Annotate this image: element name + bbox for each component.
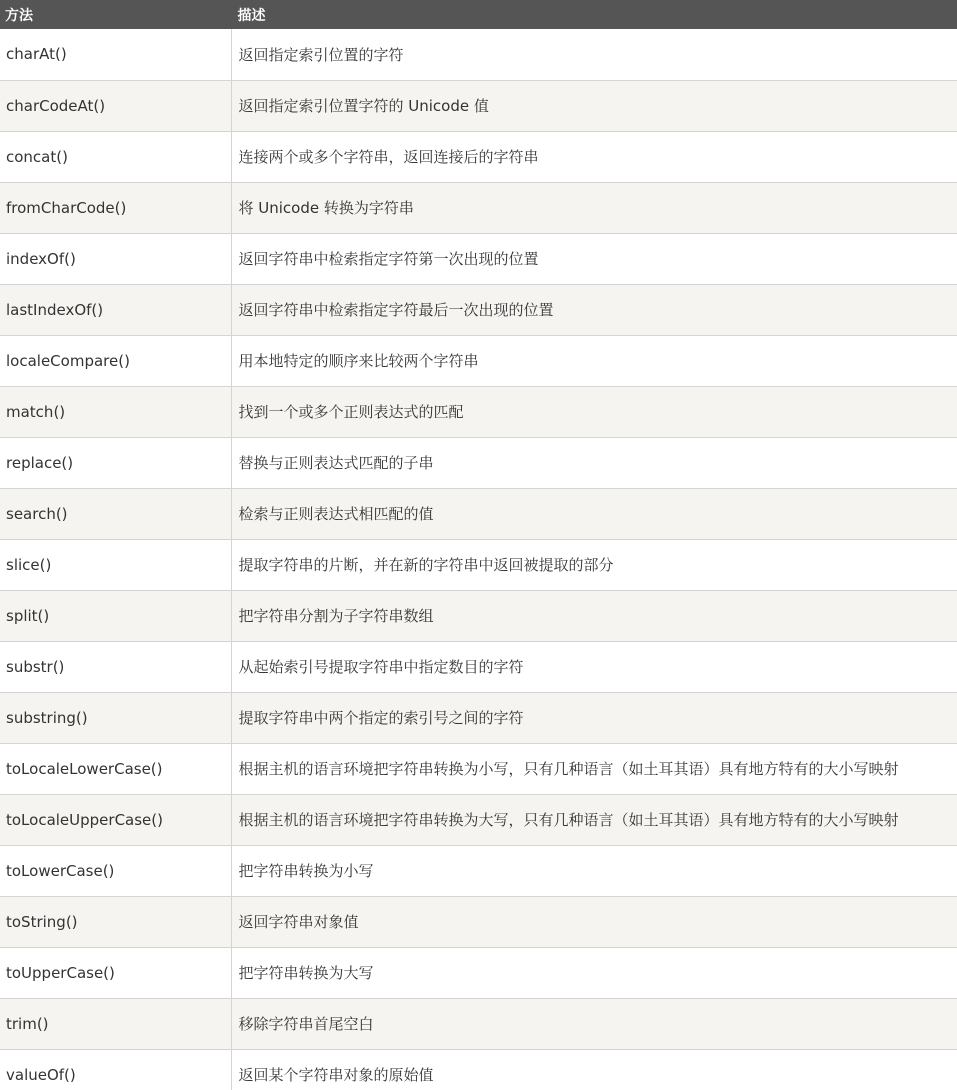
method-name-cell: fromCharCode() xyxy=(0,182,231,233)
method-name-cell: concat() xyxy=(0,131,231,182)
method-description-cell: 返回字符串对象值 xyxy=(231,896,957,947)
table-header xyxy=(0,0,957,29)
method-name-cell: toLocaleUpperCase() xyxy=(0,794,231,845)
method-description-cell: 找到一个或多个正则表达式的匹配 xyxy=(231,386,957,437)
method-name-cell: valueOf() xyxy=(0,1049,231,1090)
method-name-cell: split() xyxy=(0,590,231,641)
method-name-cell: trim() xyxy=(0,998,231,1049)
method-name-cell: charCodeAt() xyxy=(0,80,231,131)
table-row xyxy=(0,743,957,794)
table-row xyxy=(0,641,957,692)
table-row xyxy=(0,131,957,182)
method-description-cell: 返回字符串中检索指定字符最后一次出现的位置 xyxy=(231,284,957,335)
table-row xyxy=(0,1049,957,1090)
table-row xyxy=(0,896,957,947)
table-row xyxy=(0,794,957,845)
table-body xyxy=(0,29,957,1090)
table-row xyxy=(0,539,957,590)
description-column-header: 描述 xyxy=(231,0,957,29)
table-row xyxy=(0,80,957,131)
method-description-cell: 检索与正则表达式相匹配的值 xyxy=(231,488,957,539)
table-row xyxy=(0,335,957,386)
table-row xyxy=(0,998,957,1049)
method-description-cell: 把字符串分割为子字符串数组 xyxy=(231,590,957,641)
method-name-cell: toLowerCase() xyxy=(0,845,231,896)
method-description-cell: 连接两个或多个字符串，返回连接后的字符串 xyxy=(231,131,957,182)
method-description-cell: 返回字符串中检索指定字符第一次出现的位置 xyxy=(231,233,957,284)
method-name-cell: replace() xyxy=(0,437,231,488)
method-name-cell: substring() xyxy=(0,692,231,743)
method-name-cell: toUpperCase() xyxy=(0,947,231,998)
table-row xyxy=(0,437,957,488)
method-description-cell: 把字符串转换为小写 xyxy=(231,845,957,896)
method-name-cell: toLocaleLowerCase() xyxy=(0,743,231,794)
method-description-cell: 返回指定索引位置的字符 xyxy=(231,29,957,80)
table-row xyxy=(0,284,957,335)
method-name-cell: search() xyxy=(0,488,231,539)
table-row xyxy=(0,386,957,437)
table-row xyxy=(0,488,957,539)
method-description-cell: 根据主机的语言环境把字符串转换为大写，只有几种语言（如土耳其语）具有地方特有的大小写映射 xyxy=(231,794,957,845)
method-description-cell: 替换与正则表达式匹配的子串 xyxy=(231,437,957,488)
method-description-cell: 从起始索引号提取字符串中指定数目的字符 xyxy=(231,641,957,692)
table-row xyxy=(0,692,957,743)
table-row xyxy=(0,947,957,998)
method-description-cell: 将 Unicode 转换为字符串 xyxy=(231,182,957,233)
method-name-cell: lastIndexOf() xyxy=(0,284,231,335)
table-row xyxy=(0,590,957,641)
method-name-cell: toString() xyxy=(0,896,231,947)
table-row xyxy=(0,29,957,80)
method-name-cell: match() xyxy=(0,386,231,437)
method-description-cell: 移除字符串首尾空白 xyxy=(231,998,957,1049)
method-description-cell: 返回某个字符串对象的原始值 xyxy=(231,1049,957,1090)
method-description-cell: 返回指定索引位置字符的 Unicode 值 xyxy=(231,80,957,131)
method-name-cell: substr() xyxy=(0,641,231,692)
method-description-cell: 用本地特定的顺序来比较两个字符串 xyxy=(231,335,957,386)
method-name-cell: indexOf() xyxy=(0,233,231,284)
table-row xyxy=(0,845,957,896)
method-name-cell: localeCompare() xyxy=(0,335,231,386)
method-column-header: 方法 xyxy=(0,0,231,29)
table-row xyxy=(0,182,957,233)
method-description-cell: 提取字符串中两个指定的索引号之间的字符 xyxy=(231,692,957,743)
header-row xyxy=(0,0,957,29)
method-name-cell: slice() xyxy=(0,539,231,590)
table-row xyxy=(0,233,957,284)
method-description-cell: 提取字符串的片断，并在新的字符串中返回被提取的部分 xyxy=(231,539,957,590)
method-name-cell: charAt() xyxy=(0,29,231,80)
method-description-cell: 把字符串转换为大写 xyxy=(231,947,957,998)
method-description-cell: 根据主机的语言环境把字符串转换为小写，只有几种语言（如土耳其语）具有地方特有的大小写映射 xyxy=(231,743,957,794)
